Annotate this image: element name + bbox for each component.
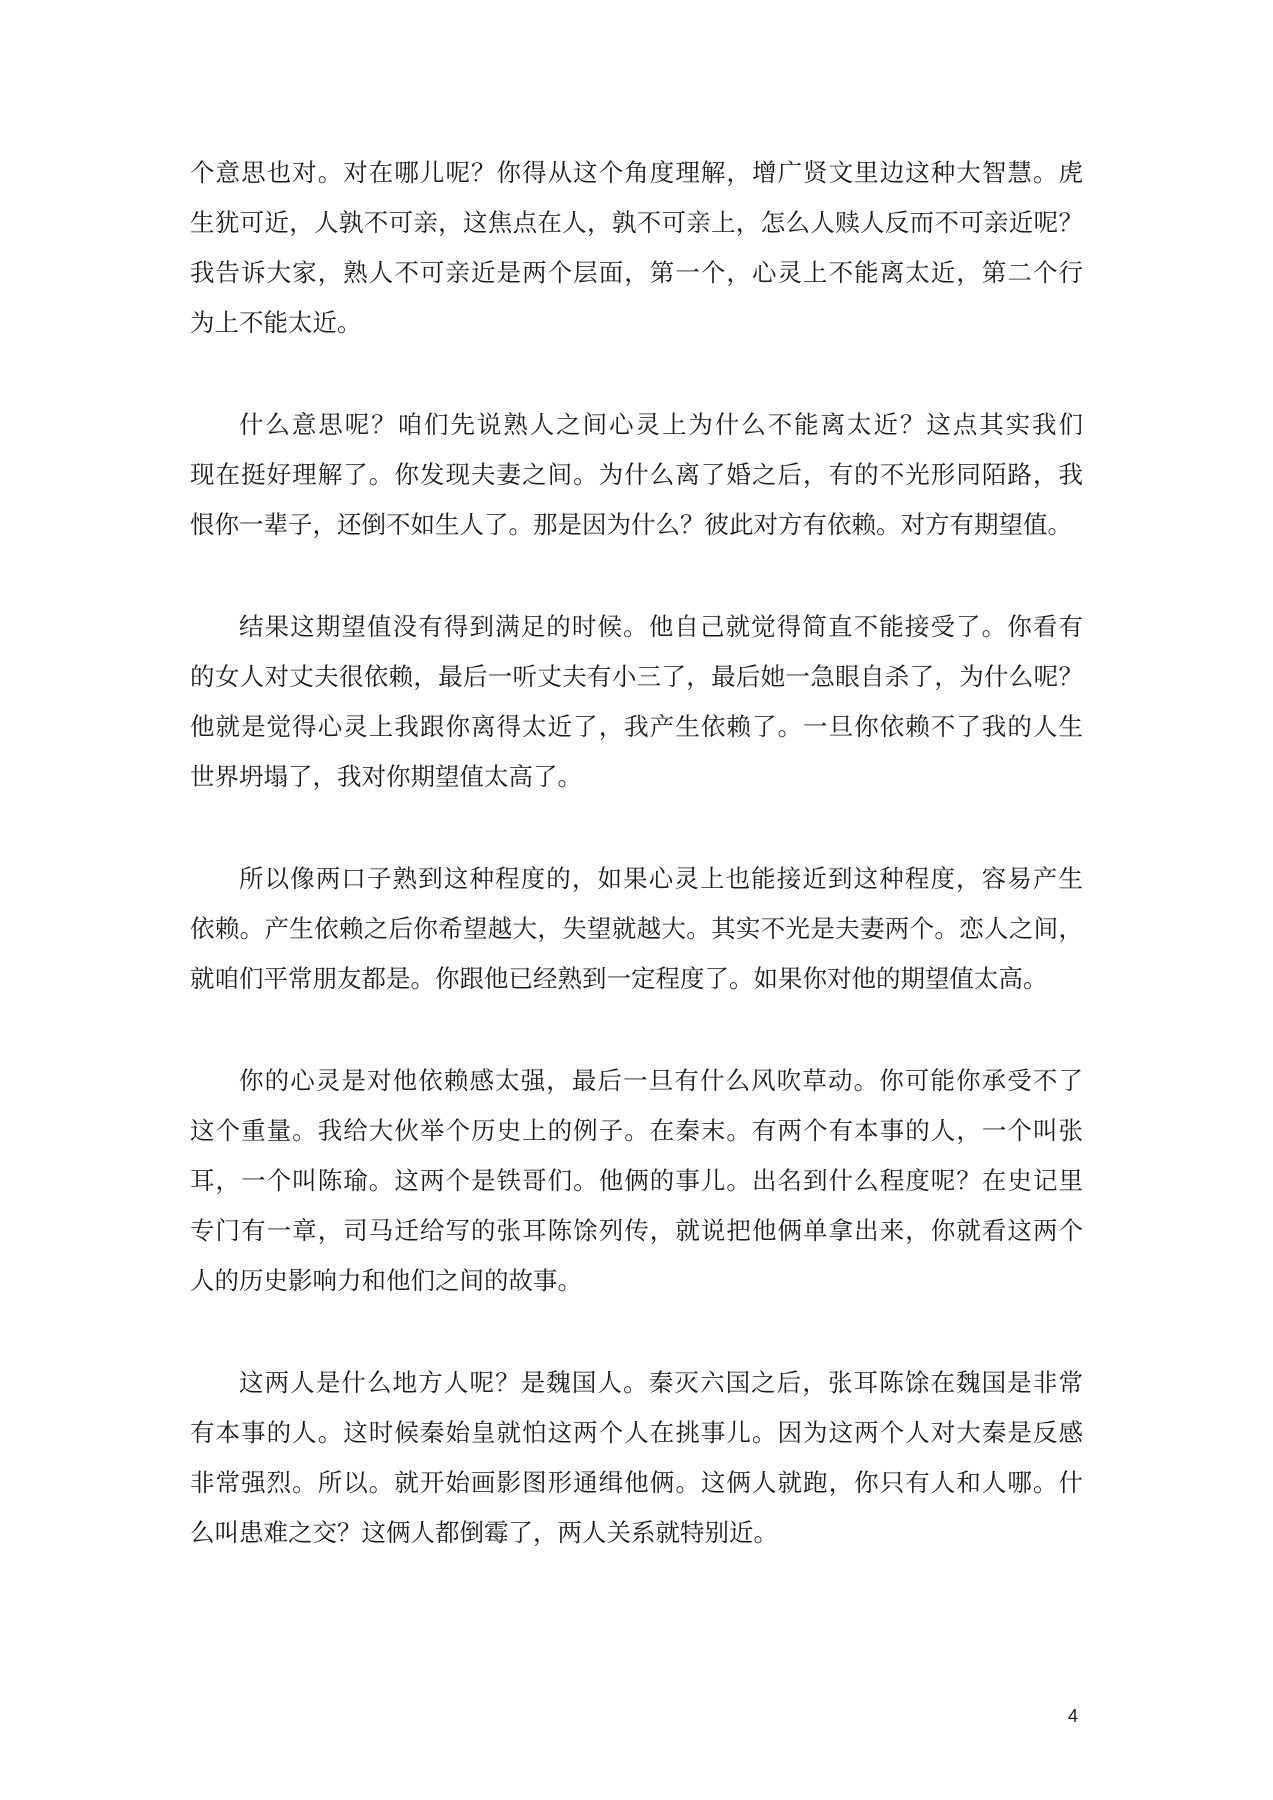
text-line: 结果这期望值没有得到满足的时候。他自己就觉得简直不能接受了。你看有: [239, 612, 1083, 641]
text-line: 恨你一辈子，还倒不如生人了。那是因为什么？彼此对方有依赖。对方有期望值。: [190, 510, 1072, 539]
paragraph-3: [190, 602, 1083, 802]
text-line: 生犹可近，人孰不可亲，这焦点在人，孰不可亲上，怎么人赎人反而不可亲近呢？: [190, 208, 1083, 237]
page-number: 4: [1068, 1706, 1079, 1726]
paragraph-6: [190, 1358, 1083, 1558]
text-line: 专门有一章，司马迁给写的张耳陈馀列传，就说把他俩单拿出来，你就看这两个: [190, 1216, 1083, 1245]
text-line: 所以像两口子熟到这种程度的，如果心灵上也能接近到这种程度，容易产生: [239, 864, 1083, 893]
text-line: 就咱们平常朋友都是。你跟他已经熟到一定程度了。如果你对他的期望值太高。: [190, 964, 1048, 993]
text-line: 为上不能太近。: [190, 308, 362, 337]
text-line: 依赖。产生依赖之后你希望越大，失望就越大。其实不光是夫妻两个。恋人之间，: [190, 914, 1083, 943]
text-line: 你的心灵是对他依赖感太强，最后一旦有什么风吹草动。你可能你承受不了: [239, 1066, 1083, 1095]
text-line: 现在挺好理解了。你发现夫妻之间。为什么离了婚之后，有的不光形同陌路，我: [190, 460, 1083, 489]
text-line: 耳，一个叫陈瑜。这两个是铁哥们。他俩的事儿。出名到什么程度呢？在史记里: [190, 1166, 1083, 1195]
text-line: 这个重量。我给大伙举个历史上的例子。在秦末。有两个有本事的人，一个叫张: [190, 1116, 1083, 1145]
paragraph-4: [190, 854, 1083, 1004]
paragraph-1: [190, 148, 1083, 348]
text-line: 世界坍塌了，我对你期望值太高了。: [190, 762, 582, 791]
paragraph-2: [190, 400, 1083, 550]
text-line: 什么意思呢？咱们先说熟人之间心灵上为什么不能离太近？这点其实我们: [239, 410, 1083, 439]
text-line: 他就是觉得心灵上我跟你离得太近了，我产生依赖了。一旦你依赖不了我的人生: [190, 712, 1083, 741]
text-line: 人的历史影响力和他们之间的故事。: [190, 1266, 582, 1295]
text-line: 么叫患难之交？这俩人都倒霉了，两人关系就特别近。: [190, 1518, 778, 1547]
text-line: 这两人是什么地方人呢？是魏国人。秦灭六国之后，张耳陈馀在魏国是非常: [239, 1368, 1083, 1397]
text-line: 的女人对丈夫很依赖，最后一听丈夫有小三了，最后她一急眼自杀了，为什么呢？: [190, 662, 1083, 691]
text-line: 我告诉大家，熟人不可亲近是两个层面，第一个，心灵上不能离太近，第二个行: [190, 258, 1083, 287]
paragraph-5: [190, 1056, 1083, 1306]
document-body: [190, 148, 1083, 1610]
text-line: 个意思也对。对在哪儿呢？你得从这个角度理解，增广贤文里边这种大智慧。虎: [190, 158, 1083, 187]
text-line: 有本事的人。这时候秦始皇就怕这两个人在挑事儿。因为这两个人对大秦是反感: [190, 1418, 1083, 1447]
text-line: 非常强烈。所以。就开始画影图形通缉他俩。这俩人就跑，你只有人和人哪。什: [190, 1468, 1083, 1497]
